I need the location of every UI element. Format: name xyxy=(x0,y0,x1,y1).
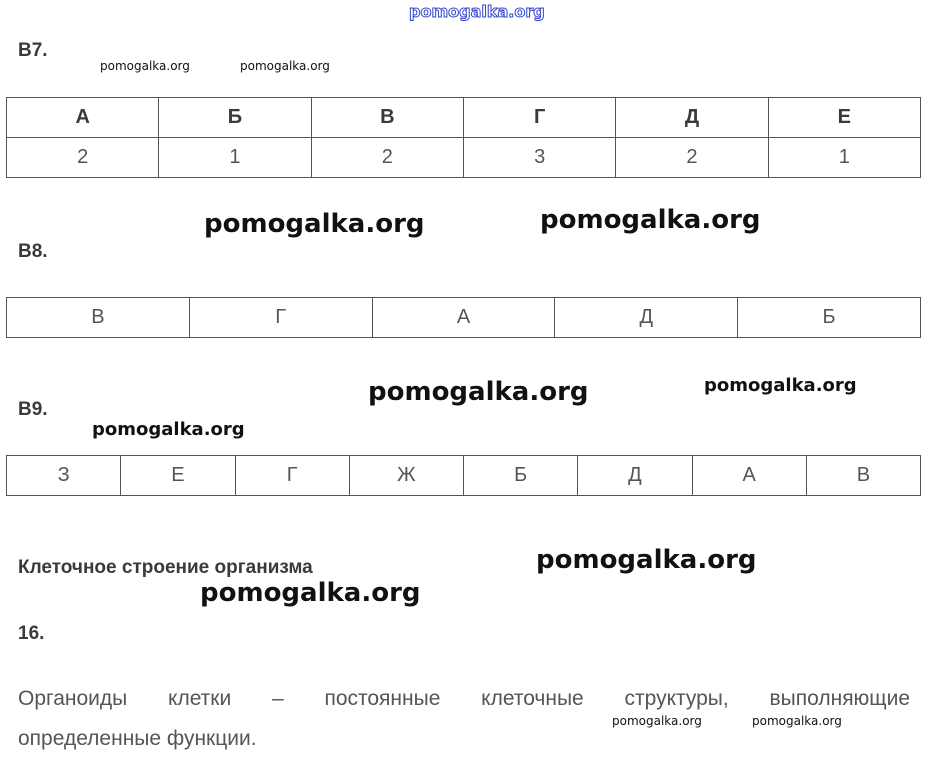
question-b7-label: В7. xyxy=(18,40,48,61)
table-cell: Е xyxy=(121,456,235,496)
watermark: pomogalka.org xyxy=(612,714,702,728)
table-header-row xyxy=(7,98,921,138)
answer-table-b9 xyxy=(6,455,921,496)
answer-table-b8 xyxy=(6,297,921,338)
table-cell: 2 xyxy=(616,138,768,178)
section-title: Клеточное строение организма xyxy=(18,557,313,578)
table-cell: 1 xyxy=(159,138,311,178)
table-row xyxy=(7,138,921,178)
watermark: pomogalka.org xyxy=(204,209,425,239)
table-cell: А xyxy=(372,298,555,338)
watermark: pomogalka.org xyxy=(100,59,190,73)
table-header-cell: В xyxy=(311,98,463,138)
table-cell: З xyxy=(7,456,121,496)
table-header-cell: А xyxy=(7,98,159,138)
question-b9-label: В9. xyxy=(18,399,48,420)
table-header-cell: Д xyxy=(616,98,768,138)
table-cell: Д xyxy=(578,456,692,496)
table-header-cell: Г xyxy=(463,98,615,138)
table-cell: 2 xyxy=(7,138,159,178)
paragraph-line-2: определенные функции. xyxy=(18,727,257,750)
table-cell: В xyxy=(7,298,190,338)
watermark: pomogalka.org xyxy=(92,419,245,440)
question-b8-label: В8. xyxy=(18,241,48,262)
table-cell: 1 xyxy=(768,138,920,178)
table-header-cell: Б xyxy=(159,98,311,138)
watermark: pomogalka.org xyxy=(704,375,857,396)
table-cell: Г xyxy=(235,456,349,496)
table-cell: Ж xyxy=(349,456,463,496)
table-row xyxy=(7,298,921,338)
watermark-top: pomogalka.org xyxy=(409,2,545,21)
table-row xyxy=(7,456,921,496)
watermark: pomogalka.org xyxy=(536,545,757,575)
question-16-label: 16. xyxy=(18,623,45,644)
watermark: pomogalka.org xyxy=(368,377,589,407)
watermark: pomogalka.org xyxy=(540,205,761,235)
watermark: pomogalka.org xyxy=(200,578,421,608)
table-cell: 3 xyxy=(463,138,615,178)
table-cell: В xyxy=(806,456,920,496)
table-cell: Г xyxy=(189,298,372,338)
paragraph-line-1: Органоиды клетки – постоянные клеточные структуры, выполняющие xyxy=(18,687,910,710)
watermark: pomogalka.org xyxy=(240,59,330,73)
watermark: pomogalka.org xyxy=(752,714,842,728)
table-cell: Б xyxy=(738,298,921,338)
answer-table-b7 xyxy=(6,97,921,178)
table-cell: Б xyxy=(464,456,578,496)
table-cell: 2 xyxy=(311,138,463,178)
table-cell: Д xyxy=(555,298,738,338)
table-cell: А xyxy=(692,456,806,496)
table-header-cell: Е xyxy=(768,98,920,138)
